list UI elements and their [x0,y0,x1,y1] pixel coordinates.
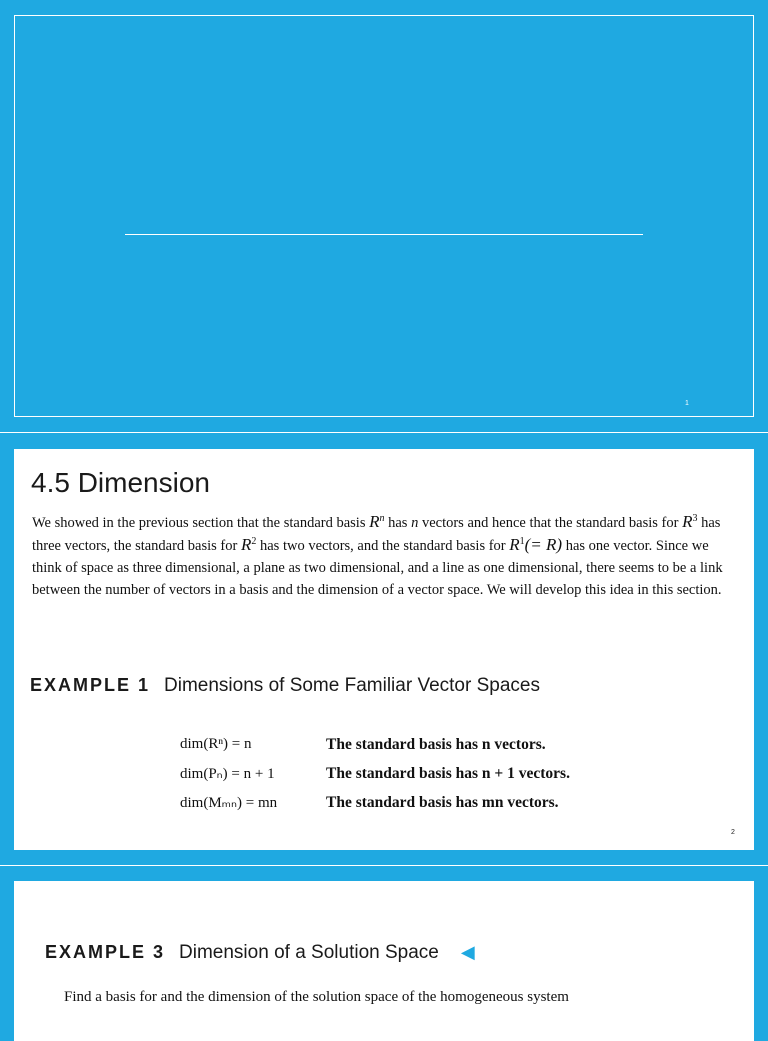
slide-separator [0,865,768,866]
table-row [180,759,570,788]
slide-number: 2 [731,829,735,836]
dimension-formula: dim(Pₙ) = n + 1 [180,766,275,782]
left-triangle-icon: ◀ [460,942,475,962]
solution-space-slide [14,881,754,1041]
dimension-note: The standard basis has n + 1 vectors. [326,764,570,782]
dimension-note: The standard basis has mn vectors. [326,793,559,811]
example-title: Dimensions of Some Familiar Vector Spaces [164,675,540,696]
slide-title: 4.5 Dimension [31,467,210,498]
title-rule [125,234,643,235]
slide-number: 1 [685,400,689,407]
example-label: EXAMPLE 1 [30,675,151,695]
dimension-note: The standard basis has n vectors. [326,735,546,753]
dimension-formula: dim(Rⁿ) = n [180,736,252,752]
example-3-heading [45,942,475,964]
dimension-formula: dim(Mₘₙ) = mn [180,795,278,811]
table-row [180,788,570,817]
problem-text: Find a basis for and the dimension of the solution space of the homogeneous system [64,989,569,1005]
dimension-slide [14,449,754,850]
intro-paragraph: We showed in the previous section that the standard basis $R^n$ has n vectors and hence that the standard basis for $R^3$ has three vectors, the standard basis for $R^2$ has two vectors, and the standard basis for $R^1(= R)$ has one vector. Since we think of space as three dimensional, a plane as two dimensional, and a line as one dimensional, there seems to be a link between the number of vectors in a basis and the dimension of a vector space. We will develop this idea in this section. [32,512,723,598]
table-row [180,730,570,759]
example-label: EXAMPLE 3 [45,942,166,962]
example-title: Dimension of a Solution Space [179,942,439,963]
slide-separator [0,432,768,433]
dimension-table [180,730,570,817]
title-slide [14,15,754,417]
example-1-heading [30,675,540,697]
